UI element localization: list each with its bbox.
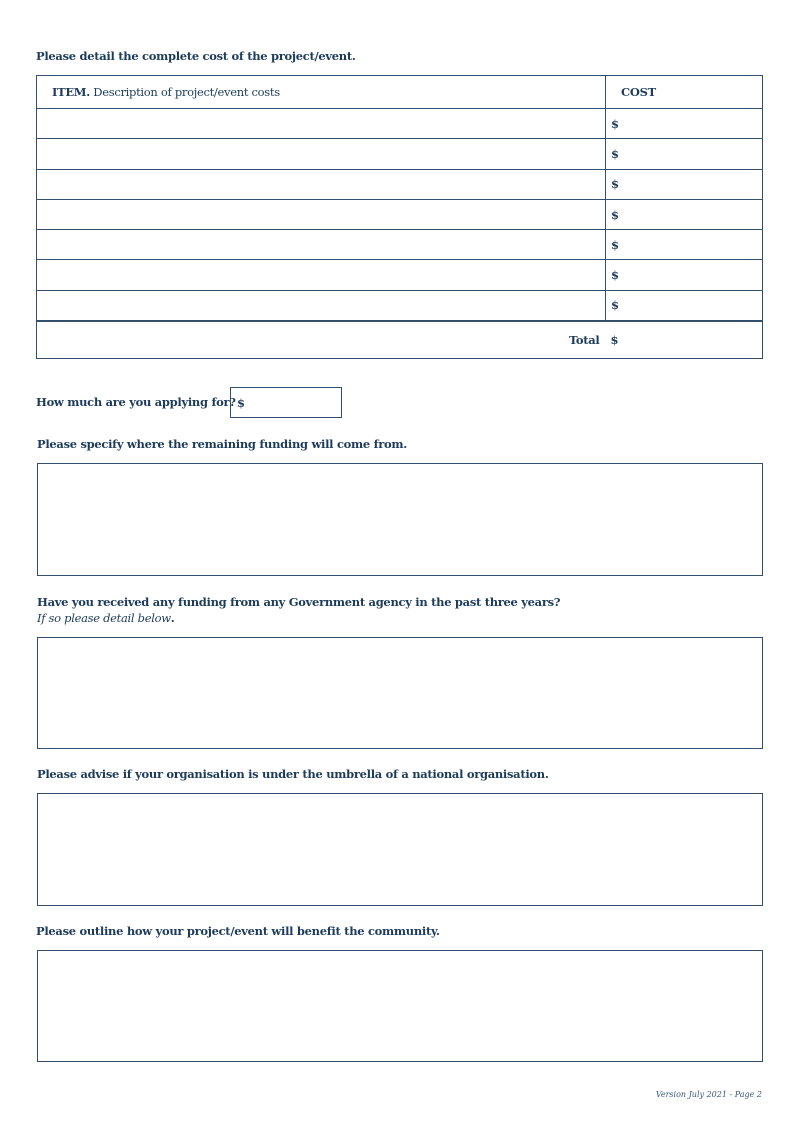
- community-benefit-label: Please outline how your project/event will benefit the community.: [36, 924, 440, 938]
- cost-cell[interactable]: $: [606, 230, 763, 260]
- government-funding-sublabel: If so please detail below.: [37, 611, 175, 625]
- remaining-funding-textarea[interactable]: [37, 463, 763, 576]
- item-header: ITEM. Description of project/event costs: [52, 85, 280, 99]
- national-organisation-textarea[interactable]: [37, 793, 763, 906]
- item-description-cell[interactable]: [37, 290, 606, 321]
- applying-amount-input[interactable]: $: [230, 387, 342, 418]
- applying-label: How much are you applying for?: [36, 395, 236, 409]
- item-description-cell[interactable]: [37, 199, 606, 229]
- cost-cell[interactable]: $: [606, 199, 763, 229]
- cost-cell[interactable]: $: [606, 260, 763, 290]
- cost-table: [36, 75, 763, 359]
- item-description-cell[interactable]: [37, 230, 606, 260]
- government-funding-label: Have you received any funding from any Government agency in the past three years?: [37, 595, 561, 609]
- cost-header: COST: [606, 76, 763, 109]
- item-description-cell[interactable]: [37, 169, 606, 199]
- cost-section-title: Please detail the complete cost of the project/event.: [36, 49, 356, 63]
- cost-cell[interactable]: $: [606, 109, 763, 139]
- community-benefit-textarea[interactable]: [37, 950, 763, 1062]
- item-description-cell[interactable]: [37, 260, 606, 290]
- total-label: Total: [37, 321, 606, 359]
- total-cost-cell[interactable]: $: [606, 321, 763, 359]
- item-description-cell[interactable]: [37, 139, 606, 169]
- item-description-cell[interactable]: [37, 109, 606, 139]
- cost-cell[interactable]: $: [606, 290, 763, 321]
- government-funding-textarea[interactable]: [37, 637, 763, 749]
- cost-cell[interactable]: $: [606, 169, 763, 199]
- footer-version: Version July 2021 - Page 2: [655, 1090, 762, 1099]
- remaining-funding-label: Please specify where the remaining funding will come from.: [37, 437, 407, 451]
- cost-cell[interactable]: $: [606, 139, 763, 169]
- national-organisation-label: Please advise if your organisation is under the umbrella of a national organisation.: [37, 767, 549, 781]
